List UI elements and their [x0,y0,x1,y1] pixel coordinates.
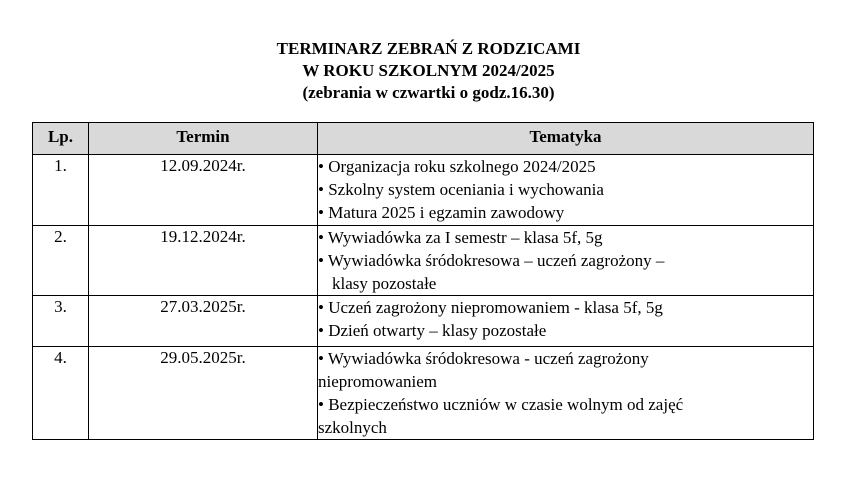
meeting-time-note: (zebrania w czwartki o godz.16.30) [302,83,555,102]
topic-item-continuation: niepromowaniem [318,372,437,391]
document-subtitle: W ROKU SZKOLNYM 2024/2025 [302,61,555,80]
topic-item: • Organizacja roku szkolnego 2024/2025 [318,157,596,176]
topic-item-continuation: szkolnych [318,418,387,437]
topic-item: • Wywiadówka za I semestr – klasa 5f, 5g [318,228,603,247]
row-number: 1. [33,155,89,226]
topic-item: • Szkolny system oceniania i wychowania [318,180,604,199]
row-number: 3. [33,296,89,347]
topic-item-continuation: klasy pozostałe [332,274,437,293]
topic-item: • Wywiadówka śródokresowa – uczeń zagrożony – [318,251,665,270]
table-row [33,347,814,440]
meeting-topics [318,226,814,296]
meeting-topics [318,155,814,226]
row-number: 2. [33,226,89,296]
meeting-date: 19.12.2024r. [89,226,318,296]
meeting-date: 12.09.2024r. [89,155,318,226]
table-row [33,155,814,226]
topic-item: • Uczeń zagrożony niepromowaniem - klasa 5f, 5g [318,298,663,317]
meeting-schedule-table [32,122,814,440]
column-header-lp: Lp. [33,123,89,155]
table-row [33,296,814,347]
topic-item: • Bezpieczeństwo uczniów w czasie wolnym od zajęć [318,395,684,414]
meeting-date: 27.03.2025r. [89,296,318,347]
meeting-topics [318,347,814,440]
topic-item: • Dzień otwarty – klasy pozostałe [318,321,547,340]
column-header-termin: Termin [89,123,318,155]
row-number: 4. [33,347,89,440]
topic-item: • Wywiadówka śródokresowa - uczeń zagrożony [318,349,649,368]
meeting-topics [318,296,814,347]
document-title: TERMINARZ ZEBRAŃ Z RODZICAMI [276,39,581,58]
column-header-tematyka: Tematyka [318,123,814,155]
topic-item: • Matura 2025 i egzamin zawodowy [318,203,565,222]
table-row [33,226,814,296]
table-header-row [33,123,814,155]
meeting-date: 29.05.2025r. [89,347,318,440]
